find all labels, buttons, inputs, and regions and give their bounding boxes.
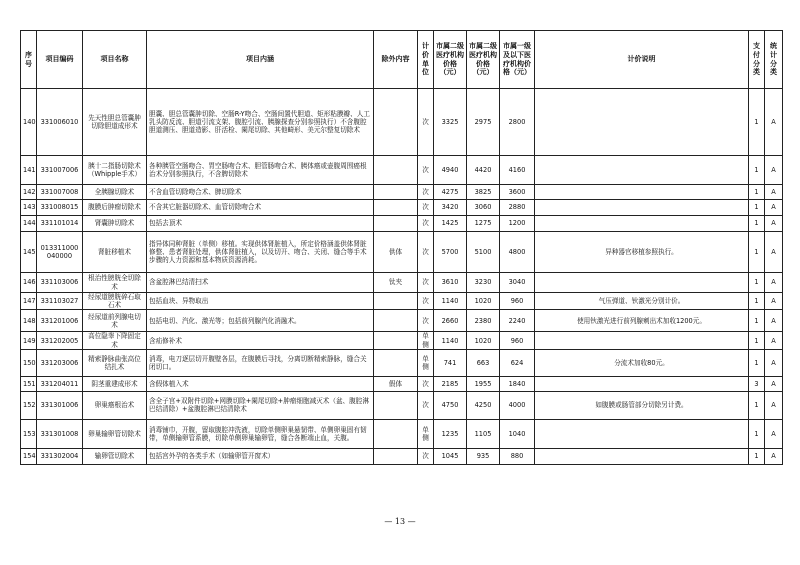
cell-price-county: 960 bbox=[500, 293, 535, 310]
cell-price-city2: 3060 bbox=[467, 200, 500, 216]
cell-code: 331202005 bbox=[37, 332, 83, 349]
cell-seq: 141 bbox=[21, 156, 37, 185]
cell-price-city2: 4250 bbox=[467, 391, 500, 419]
header-seq: 序号 bbox=[21, 31, 37, 89]
cell-seq: 148 bbox=[21, 310, 37, 332]
cell-price-county: 3600 bbox=[500, 185, 535, 200]
cell-note: 异种器官移植参照执行。 bbox=[535, 232, 749, 273]
cell-name: 胰十二指肠切除术（Whipple手术） bbox=[83, 156, 147, 185]
cell-note bbox=[535, 332, 749, 349]
cell-price-county: 960 bbox=[500, 332, 535, 349]
cell-price-city2: 1020 bbox=[467, 332, 500, 349]
cell-name: 肾囊肿切除术 bbox=[83, 216, 147, 232]
cell-seq: 149 bbox=[21, 332, 37, 349]
cell-excluded: 供体 bbox=[374, 232, 418, 273]
cell-content: 指异体同种肾脏（单侧）移植。实现供体肾脏植入，所定价格涵盖供体肾脏修整、患者肾脏处理，供体肾脏植入，以及切开、吻合、关闭、缝合等手术步骤的人力资源和基本物质资源消耗。 bbox=[147, 232, 374, 273]
cell-code: 013311000040000 bbox=[37, 232, 83, 273]
cell-price-city2: 5100 bbox=[467, 232, 500, 273]
cell-price-city2: 1275 bbox=[467, 216, 500, 232]
cell-price-county: 624 bbox=[500, 349, 535, 376]
cell-content: 包括电切、汽化、激光等；包括前列腺汽化消融术。 bbox=[147, 310, 374, 332]
cell-code: 331203006 bbox=[37, 349, 83, 376]
header-price-city2: 市属二级医疗机构价格（元） bbox=[467, 31, 500, 89]
cell-stat-class: A bbox=[765, 293, 783, 310]
header-price-county: 市属一级及以下医疗机构价格（元） bbox=[500, 31, 535, 89]
header-unit: 计价单位 bbox=[418, 31, 434, 89]
cell-seq: 152 bbox=[21, 391, 37, 419]
cell-code: 331101014 bbox=[37, 216, 83, 232]
cell-price-city: 3610 bbox=[434, 273, 467, 293]
cell-seq: 145 bbox=[21, 232, 37, 273]
cell-pay-class: 1 bbox=[749, 419, 765, 448]
cell-price-city: 4750 bbox=[434, 391, 467, 419]
cell-content: 含全子宫+双附件切除+网膜切除+阑尾切除+肿瘤细胞减灭术（盆、腹腔淋巴结清除）+盆腹腔淋巴结清除术 bbox=[147, 391, 374, 419]
cell-price-city: 1425 bbox=[434, 216, 467, 232]
cell-unit: 单侧 bbox=[418, 349, 434, 376]
cell-price-county: 4800 bbox=[500, 232, 535, 273]
header-stat-class: 统计分类 bbox=[765, 31, 783, 89]
header-content: 项目内涵 bbox=[147, 31, 374, 89]
cell-seq: 140 bbox=[21, 89, 37, 156]
cell-excluded bbox=[374, 89, 418, 156]
cell-code: 331103027 bbox=[37, 293, 83, 310]
cell-name: 经尿道膀胱碎石取石术 bbox=[83, 293, 147, 310]
cell-price-county: 4000 bbox=[500, 391, 535, 419]
cell-content: 各种胰管空肠吻合、胃空肠吻合术、胆管肠吻合术、胰体癌或壶腹周围癌根治术分别参照执行，不含脾切除术 bbox=[147, 156, 374, 185]
page-number: — 13 — bbox=[384, 517, 416, 526]
cell-name: 先天性胆总管囊肿切除胆道成形术 bbox=[83, 89, 147, 156]
table-row bbox=[21, 332, 783, 349]
cell-note bbox=[535, 200, 749, 216]
cell-content: 消毒铺巾，开腹，留取腹腔冲洗液，切除单侧卵巢悬韧带、单侧卵巢固有韧带，单侧输卵管系膜，切除单侧卵巢输卵管，缝合各断端止血，关腹。 bbox=[147, 419, 374, 448]
cell-unit: 次 bbox=[418, 185, 434, 200]
cell-content: 不含其它脏器切除术、血管切除吻合术 bbox=[147, 200, 374, 216]
cell-content: 包括去顶术 bbox=[147, 216, 374, 232]
cell-name: 经尿道前列腺电切术 bbox=[83, 310, 147, 332]
cell-pay-class: 1 bbox=[749, 200, 765, 216]
cell-name: 阴茎重建成形术 bbox=[83, 376, 147, 391]
cell-pay-class: 1 bbox=[749, 273, 765, 293]
cell-unit: 次 bbox=[418, 376, 434, 391]
header-note: 计价说明 bbox=[535, 31, 749, 89]
cell-price-city2: 935 bbox=[467, 448, 500, 464]
cell-pay-class: 3 bbox=[749, 376, 765, 391]
cell-code: 331007006 bbox=[37, 156, 83, 185]
cell-stat-class: A bbox=[765, 273, 783, 293]
cell-price-city: 1235 bbox=[434, 419, 467, 448]
cell-unit: 次 bbox=[418, 232, 434, 273]
cell-price-city: 4275 bbox=[434, 185, 467, 200]
cell-note bbox=[535, 185, 749, 200]
cell-name: 卵巢输卵管切除术 bbox=[83, 419, 147, 448]
cell-pay-class: 1 bbox=[749, 89, 765, 156]
cell-content: 含盆腔淋巴结清扫术 bbox=[147, 273, 374, 293]
cell-stat-class: A bbox=[765, 419, 783, 448]
cell-note bbox=[535, 89, 749, 156]
cell-stat-class: A bbox=[765, 216, 783, 232]
cell-stat-class: A bbox=[765, 200, 783, 216]
cell-note: 气压弹道、钬激光分别计价。 bbox=[535, 293, 749, 310]
cell-content: 包括血块、异物取出 bbox=[147, 293, 374, 310]
cell-code: 331301006 bbox=[37, 391, 83, 419]
cell-code: 331204011 bbox=[37, 376, 83, 391]
cell-price-county: 4160 bbox=[500, 156, 535, 185]
cell-content: 包括宫外孕的各类手术（如输卵管开窗术） bbox=[147, 448, 374, 464]
cell-seq: 144 bbox=[21, 216, 37, 232]
cell-stat-class: A bbox=[765, 89, 783, 156]
cell-stat-class: A bbox=[765, 156, 783, 185]
cell-excluded bbox=[374, 391, 418, 419]
cell-pay-class: 1 bbox=[749, 293, 765, 310]
cell-note bbox=[535, 156, 749, 185]
cell-price-city: 1140 bbox=[434, 293, 467, 310]
table-row bbox=[21, 448, 783, 464]
cell-price-county: 2880 bbox=[500, 200, 535, 216]
cell-excluded bbox=[374, 419, 418, 448]
cell-note: 使用钬激光进行前列腺剜出术加收1200元。 bbox=[535, 310, 749, 332]
cell-stat-class: A bbox=[765, 185, 783, 200]
cell-content: 含假体植入术 bbox=[147, 376, 374, 391]
fee-table bbox=[20, 30, 783, 465]
table-row bbox=[21, 216, 783, 232]
table-row bbox=[21, 376, 783, 391]
cell-price-city2: 2380 bbox=[467, 310, 500, 332]
cell-unit: 次 bbox=[418, 293, 434, 310]
table-row bbox=[21, 232, 783, 273]
cell-excluded bbox=[374, 349, 418, 376]
cell-code: 331007008 bbox=[37, 185, 83, 200]
cell-content: 含疝修补术 bbox=[147, 332, 374, 349]
cell-excluded bbox=[374, 200, 418, 216]
cell-code: 331302004 bbox=[37, 448, 83, 464]
cell-stat-class: A bbox=[765, 332, 783, 349]
header-price-city: 市属二级医疗机构价格（元） bbox=[434, 31, 467, 89]
cell-price-city2: 3825 bbox=[467, 185, 500, 200]
cell-code: 331103006 bbox=[37, 273, 83, 293]
table-row bbox=[21, 185, 783, 200]
cell-seq: 142 bbox=[21, 185, 37, 200]
cell-note bbox=[535, 216, 749, 232]
cell-seq: 154 bbox=[21, 448, 37, 464]
table-row bbox=[21, 293, 783, 310]
cell-pay-class: 1 bbox=[749, 232, 765, 273]
cell-content: 不含血管切除吻合术、脾切除术 bbox=[147, 185, 374, 200]
cell-price-county: 2240 bbox=[500, 310, 535, 332]
cell-price-city2: 3230 bbox=[467, 273, 500, 293]
table-row bbox=[21, 200, 783, 216]
table-row bbox=[21, 273, 783, 293]
cell-price-county: 1840 bbox=[500, 376, 535, 391]
cell-name: 肾脏移植术 bbox=[83, 232, 147, 273]
table-row bbox=[21, 419, 783, 448]
table-row bbox=[21, 89, 783, 156]
cell-name: 腹膜后肿瘤切除术 bbox=[83, 200, 147, 216]
cell-code: 331201006 bbox=[37, 310, 83, 332]
cell-unit: 次 bbox=[418, 156, 434, 185]
cell-price-county: 1040 bbox=[500, 419, 535, 448]
cell-note bbox=[535, 448, 749, 464]
cell-unit: 次 bbox=[418, 216, 434, 232]
cell-note: 如腹膜或肠管部分切除另计费。 bbox=[535, 391, 749, 419]
table-row bbox=[21, 391, 783, 419]
cell-note bbox=[535, 273, 749, 293]
cell-pay-class: 1 bbox=[749, 185, 765, 200]
cell-unit: 次 bbox=[418, 273, 434, 293]
table-row bbox=[21, 349, 783, 376]
cell-unit: 单侧 bbox=[418, 332, 434, 349]
cell-note: 分流术加收80元。 bbox=[535, 349, 749, 376]
cell-excluded: 假体 bbox=[374, 376, 418, 391]
cell-stat-class: A bbox=[765, 349, 783, 376]
cell-price-city: 1045 bbox=[434, 448, 467, 464]
cell-unit: 单侧 bbox=[418, 419, 434, 448]
cell-price-city2: 4420 bbox=[467, 156, 500, 185]
cell-pay-class: 1 bbox=[749, 216, 765, 232]
cell-note bbox=[535, 419, 749, 448]
cell-price-city: 1140 bbox=[434, 332, 467, 349]
cell-seq: 143 bbox=[21, 200, 37, 216]
cell-price-city: 741 bbox=[434, 349, 467, 376]
cell-excluded bbox=[374, 156, 418, 185]
table-row bbox=[21, 310, 783, 332]
cell-price-city2: 1955 bbox=[467, 376, 500, 391]
cell-price-city: 5700 bbox=[434, 232, 467, 273]
cell-unit: 次 bbox=[418, 310, 434, 332]
cell-price-city2: 1105 bbox=[467, 419, 500, 448]
cell-pay-class: 1 bbox=[749, 310, 765, 332]
cell-seq: 151 bbox=[21, 376, 37, 391]
cell-seq: 147 bbox=[21, 293, 37, 310]
cell-price-city: 2660 bbox=[434, 310, 467, 332]
cell-price-county: 3040 bbox=[500, 273, 535, 293]
cell-pay-class: 1 bbox=[749, 448, 765, 464]
cell-excluded: 钛夹 bbox=[374, 273, 418, 293]
cell-pay-class: 1 bbox=[749, 391, 765, 419]
cell-price-city: 3420 bbox=[434, 200, 467, 216]
cell-stat-class: A bbox=[765, 232, 783, 273]
cell-pay-class: 1 bbox=[749, 156, 765, 185]
cell-name: 输卵管切除术 bbox=[83, 448, 147, 464]
cell-code: 331006010 bbox=[37, 89, 83, 156]
table-row bbox=[21, 156, 783, 185]
cell-price-city2: 2975 bbox=[467, 89, 500, 156]
cell-name: 根治性膀胱全切除术 bbox=[83, 273, 147, 293]
cell-seq: 153 bbox=[21, 419, 37, 448]
header-pay-class: 支付分类 bbox=[749, 31, 765, 89]
cell-unit: 次 bbox=[418, 200, 434, 216]
cell-unit: 次 bbox=[418, 448, 434, 464]
cell-seq: 150 bbox=[21, 349, 37, 376]
cell-unit: 次 bbox=[418, 391, 434, 419]
header-code: 项目编码 bbox=[37, 31, 83, 89]
cell-price-county: 1200 bbox=[500, 216, 535, 232]
cell-excluded bbox=[374, 216, 418, 232]
cell-stat-class: A bbox=[765, 448, 783, 464]
cell-excluded bbox=[374, 332, 418, 349]
cell-price-city2: 663 bbox=[467, 349, 500, 376]
cell-price-county: 880 bbox=[500, 448, 535, 464]
cell-excluded bbox=[374, 310, 418, 332]
cell-excluded bbox=[374, 185, 418, 200]
cell-name: 全胰腺切除术 bbox=[83, 185, 147, 200]
cell-price-city: 2185 bbox=[434, 376, 467, 391]
header-excluded: 除外内容 bbox=[374, 31, 418, 89]
cell-seq: 146 bbox=[21, 273, 37, 293]
cell-content: 消毒，电刀逐层切开腹壁各层，在腹膜后寻找，分离切断精索静脉，缝合关闭切口。 bbox=[147, 349, 374, 376]
cell-price-city2: 1020 bbox=[467, 293, 500, 310]
cell-excluded bbox=[374, 448, 418, 464]
cell-pay-class: 1 bbox=[749, 332, 765, 349]
cell-name: 卵巢癌根治术 bbox=[83, 391, 147, 419]
cell-excluded bbox=[374, 293, 418, 310]
cell-stat-class: A bbox=[765, 310, 783, 332]
header-row bbox=[21, 31, 783, 89]
cell-name: 精索静脉曲张高位结扎术 bbox=[83, 349, 147, 376]
cell-code: 331301008 bbox=[37, 419, 83, 448]
header-name: 项目名称 bbox=[83, 31, 147, 89]
cell-pay-class: 1 bbox=[749, 349, 765, 376]
cell-price-city: 3325 bbox=[434, 89, 467, 156]
cell-stat-class: A bbox=[765, 376, 783, 391]
cell-unit: 次 bbox=[418, 89, 434, 156]
cell-code: 331008015 bbox=[37, 200, 83, 216]
cell-note bbox=[535, 376, 749, 391]
cell-content: 胆囊、胆总管囊肿切除、空肠R-Y吻合、空肠间置代胆道、矩形粘膜瓣、人工乳头防反流、胆道引流支架、腹腔引流、胰腺探查分别参照执行）不含腹腔胆道测压、胆道造影、肝活检、阑尾切除、其他畸形、美元尔整复切除术 bbox=[147, 89, 374, 156]
cell-name: 高位隐睾下降固定术 bbox=[83, 332, 147, 349]
cell-stat-class: A bbox=[765, 391, 783, 419]
cell-price-city: 4940 bbox=[434, 156, 467, 185]
cell-price-county: 2800 bbox=[500, 89, 535, 156]
